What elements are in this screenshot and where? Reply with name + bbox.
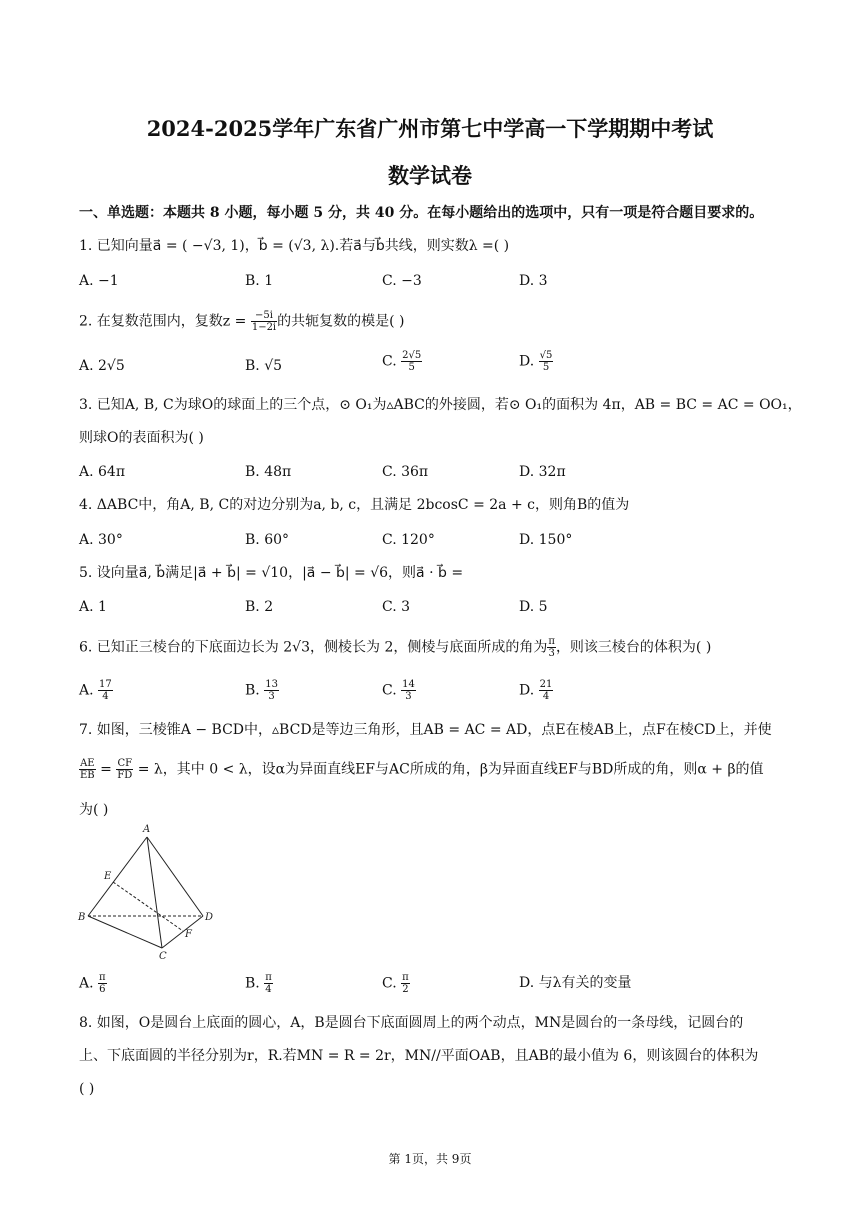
q6-option-b: B. $\frac{13}{3}$ [245, 679, 278, 702]
edge-ad [147, 837, 203, 916]
label-a: A [143, 824, 151, 835]
question-7-stem: 7. 如图，三棱锥A − BCD中，▵BCD是等边三角形，且AB = AC = AD，点E在棱AB上，点F在棱CD上，并使 [79, 722, 772, 738]
label-d: D [205, 912, 214, 923]
q5-option-a: A. 1 [79, 599, 107, 615]
question-8-stem-end: ( ) [79, 1081, 95, 1097]
q3-option-a: A. 64π [79, 464, 126, 480]
q3-option-c: C. 36π [382, 464, 429, 480]
q2-option-b: B. √5 [245, 358, 283, 374]
q7-option-c: C. $\frac{\pi}{2}$ [382, 972, 409, 995]
q1-option-d: D. 3 [519, 273, 548, 289]
question-8-stem-cont: 上、下底面圆的半径分别为r，R.若MN = R = 2r，MN//平面OAB，且AB的最小值为 6，则该圆台的体积为 [79, 1048, 759, 1064]
question-2-stem: 2. 在复数范围内，复数z = $\frac{-5i}{1-2i}$ 的共轭复数的模是( ) [79, 310, 405, 333]
edge-ac [147, 837, 162, 948]
q7-option-a: A. $\frac{\pi}{6}$ [79, 972, 106, 995]
question-5-stem: 5. 设向量a⃗, b⃗满足|a⃗ + b⃗| = √10，|a⃗ − b⃗| = √6，则a⃗ · b⃗ = [79, 565, 464, 581]
q4-option-d: D. 150° [519, 532, 573, 548]
question-4-stem: 4. ΔABC中，角A, B, C的对边分别为a, b, c，且满足 2bcosC = 2a + c，则角B的值为 [79, 497, 630, 513]
q6-option-c: C. $\frac{14}{3}$ [382, 679, 415, 702]
question-3-stem: 3. 已知A, B, C为球O的球面上的三个点，⊙ O₁为▵ABC的外接圆，若⊙ O₁的面积为 4π，AB = BC = AC = OO₁， [79, 397, 802, 413]
page-subtitle: 数学试卷 [388, 163, 472, 188]
segment-ef [113, 882, 183, 931]
q1-option-a: A. −1 [79, 273, 119, 289]
label-f: F [185, 929, 192, 940]
tetrahedron-figure [76, 820, 226, 962]
q3-option-b: B. 48π [245, 464, 292, 480]
edge-bc [88, 916, 162, 948]
q7-option-d: D. 与λ有关的变量 [519, 975, 632, 991]
q5-option-c: C. 3 [382, 599, 411, 615]
q4-option-b: B. 60° [245, 532, 290, 548]
label-c: C [159, 951, 167, 962]
q2-option-a: A. 2√5 [79, 358, 125, 374]
q5-option-b: B. 2 [245, 599, 274, 615]
question-7-stem-end: 为( ) [79, 802, 109, 818]
question-3-stem-cont: 则球O的表面积为( ) [79, 430, 204, 446]
question-8-stem: 8. 如图，O是圆台上底面的圆心，A，B是圆台下底面圆周上的两个动点，MN是圆台的一条母线，记圆台的 [79, 1015, 744, 1031]
q1-option-c: C. −3 [382, 273, 422, 289]
label-b: B [78, 912, 86, 923]
q4-option-c: C. 120° [382, 532, 435, 548]
page-footer: 第 1页，共 9页 [388, 1152, 472, 1166]
page-title: 2024-2025学年广东省广州市第七中学高一下学期期中考试 [146, 116, 714, 141]
q7-option-b: B. $\frac{\pi}{4}$ [245, 972, 272, 995]
q3-option-d: D. 32π [519, 464, 566, 480]
fraction: $\frac{-5i}{1-2i}$ [251, 310, 277, 333]
question-7-stem-cont: $\frac{AE}{EB}$ = $\frac{CF}{FD}$ = λ，其中 0 < λ，设α为异面直线EF与AC所成的角，β为异面直线EF与BD所成的角，则α + β的值 [80, 758, 764, 781]
q5-option-d: D. 5 [519, 599, 548, 615]
q4-option-a: A. 30° [79, 532, 123, 548]
section-heading: 一、单选题：本题共 8 小题，每小题 5 分，共 40 分。在每小题给出的选项中，只有一项是符合题目要求的。 [79, 205, 764, 221]
q6-option-a: A. $\frac{17}{4}$ [79, 679, 112, 702]
question-6-stem: 6. 已知正三棱台的下底面边长为 2√3，侧棱长为 2，侧棱与底面所成的角为 $\frac{\pi}{3}$ ，则该三棱台的体积为( ) [79, 636, 712, 659]
q1-option-b: B. 1 [245, 273, 274, 289]
q6-option-d: D. $\frac{21}{4}$ [519, 679, 553, 702]
edge-ab [88, 837, 147, 916]
q2-option-d: D. $\frac{√5}{5}$ [519, 350, 553, 373]
question-1-stem: 1. 已知向量a⃗ = ( −√3, 1)，b⃗ = (√3, λ).若a⃗与b⃗共线，则实数λ =( ) [79, 238, 510, 254]
label-e: E [104, 871, 112, 882]
q2-option-c: C. $\frac{2√5}{5}$ [382, 350, 422, 373]
